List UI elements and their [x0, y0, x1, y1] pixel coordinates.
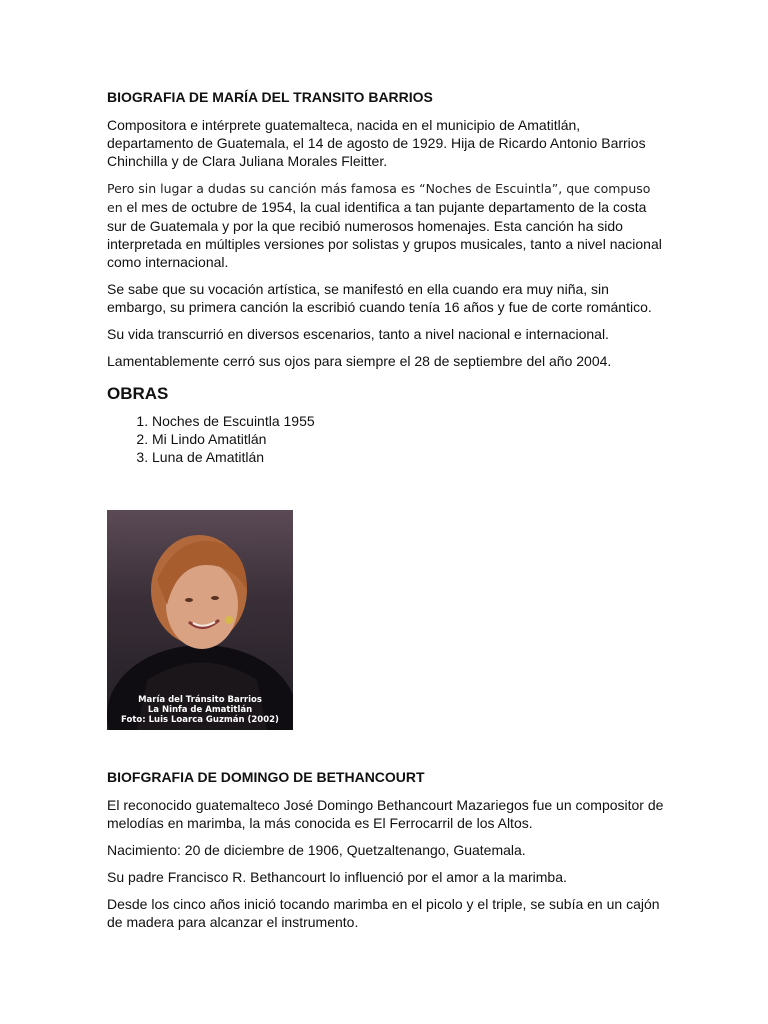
- list-item: 2. Mi Lindo Amatitlán: [152, 430, 667, 448]
- portrait-photo: [107, 510, 293, 730]
- paragraph: Su vida transcurrió en diversos escenarios, tanto a nivel nacional e internacional.: [107, 326, 609, 342]
- paragraph-rest: el mes de octubre de 1954, la cual identifica a tan pujante departamento de la costa sur de Guatemala y por la que recibió numerosos homenajes. Esta canción ha sido interpretada en múltiples versiones por solistas y grupos musicales, tanto a nivel nacional como internacional.: [107, 199, 662, 270]
- paragraph: [107, 179, 667, 271]
- section-title-barrios: BIOGRAFIA DE MARÍA DEL TRANSITO BARRIOS: [107, 89, 433, 105]
- paragraph: Compositora e intérprete guatemalteca, nacida en el municipio de Amatitlán, departamento de Guatemala, el 14 de agosto de 1929. Hija de Ricardo Antonio Barrios Chinchilla y de Clara Juliana Morales Fleitter.: [107, 117, 646, 169]
- paragraph: El reconocido guatemalteco José Domingo Bethancourt Mazariegos fue un compositor de melodías en marimba, la más conocida es El Ferrocarril de los Altos.: [107, 797, 664, 831]
- photo-caption: [107, 695, 293, 725]
- caption-line: María del Tránsito Barrios: [138, 695, 262, 705]
- paragraph: Desde los cinco años inició tocando marimba en el picolo y el triple, se subía en un cajón de madera para alcanzar el instrumento.: [107, 896, 660, 930]
- paragraph: Nacimiento: 20 de diciembre de 1906, Quetzaltenango, Guatemala.: [107, 842, 526, 858]
- list-item: 3. Luna de Amatitlán: [152, 448, 667, 466]
- section-title-bethancourt: BIOFGRAFIA DE DOMINGO DE BETHANCOURT: [107, 769, 425, 785]
- paragraph: Lamentablemente cerró sus ojos para siempre el 28 de septiembre del año 2004.: [107, 353, 612, 369]
- paragraph: Su padre Francisco R. Bethancourt lo influenció por el amor a la marimba.: [107, 869, 567, 885]
- paragraph-lead: Pero sin lugar a dudas su canción más famosa es “Noches de Escuintla”, que compuso en: [107, 181, 651, 215]
- caption-line: La Ninfa de Amatitlán: [147, 705, 253, 715]
- obras-list: [107, 412, 667, 466]
- list-item: 1. Noches de Escuintla 1955: [152, 412, 667, 430]
- caption-line: Foto: Luis Loarca Guzmán (2002): [121, 715, 279, 725]
- obras-heading: OBRAS: [107, 384, 169, 403]
- document-page: [107, 88, 667, 940]
- paragraph: Se sabe que su vocación artística, se manifestó en ella cuando era muy niña, sin embargo, su primera canción la escribió cuando tenía 16 años y fue de corte romántico.: [107, 281, 652, 315]
